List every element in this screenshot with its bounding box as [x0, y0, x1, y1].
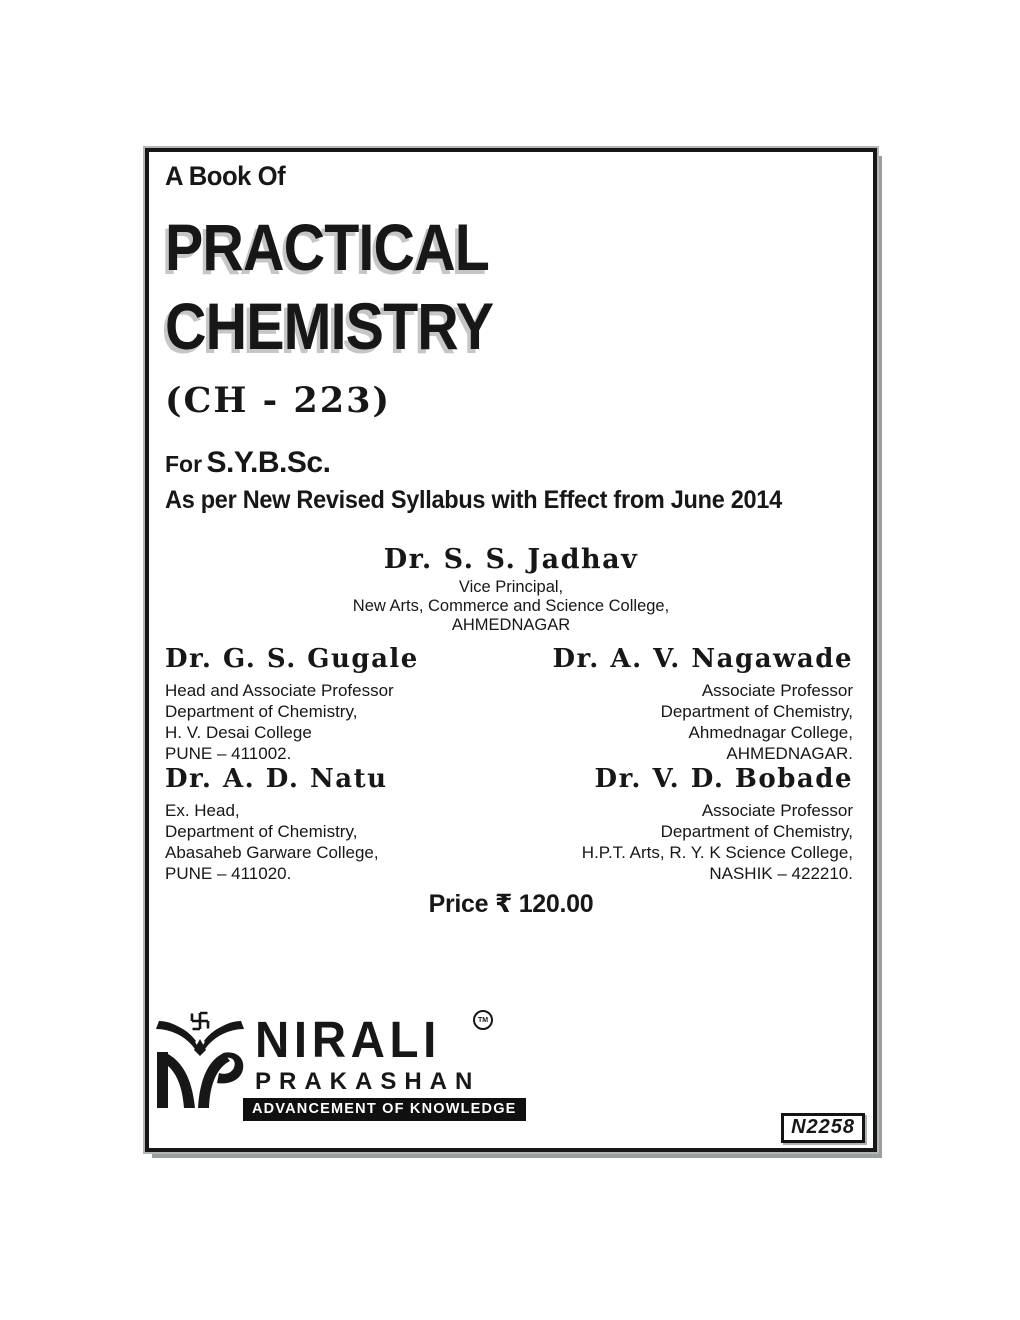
- author-line: PUNE – 411020.: [165, 864, 292, 883]
- author-line: Associate Professor: [701, 801, 853, 820]
- rupee-symbol-icon: ₹: [494, 889, 513, 918]
- course-code: (CH - 223): [165, 380, 392, 421]
- chief-author-name: Dr. S. S. Jadhav: [383, 544, 639, 575]
- catalog-code-badge: N2258: [781, 1113, 865, 1143]
- publisher-subname: PRAKASHAN: [255, 1068, 481, 1095]
- author-block-nagawade: [552, 644, 855, 764]
- author-line: Associate Professor: [701, 681, 853, 700]
- publisher-wordmark: [252, 1010, 526, 1121]
- book-title-line2: CHEMISTRY: [165, 289, 494, 363]
- author-line: Department of Chemistry,: [165, 822, 358, 841]
- author-block-bobade: [582, 764, 855, 884]
- author-line: Department of Chemistry,: [660, 702, 853, 721]
- price-label: Price: [428, 890, 489, 918]
- swastika-icon: [192, 1013, 208, 1029]
- author-name: Dr. A. D. Natu: [165, 764, 388, 794]
- price-amount: 120.00: [518, 890, 594, 918]
- author-name: Dr. V. D. Bobade: [594, 764, 853, 794]
- author-line: Ex. Head,: [165, 801, 240, 820]
- author-line: Abasaheb Garware College,: [165, 843, 379, 862]
- author-line: PUNE – 411002.: [165, 744, 292, 763]
- publisher-name: NIRALI: [255, 1011, 441, 1068]
- author-name: Dr. G. S. Gugale: [165, 644, 419, 674]
- author-row-2: [165, 764, 855, 884]
- np-monogram-icon: [157, 1052, 243, 1108]
- author-line: Department of Chemistry,: [165, 702, 358, 721]
- author-block-natu: [165, 764, 388, 884]
- chief-author-line: Vice Principal,: [458, 578, 564, 596]
- publisher-slogan: ADVANCEMENT OF KNOWLEDGE: [243, 1098, 526, 1121]
- nirali-logo-icon: [153, 1010, 247, 1110]
- cover-page-frame: [145, 148, 877, 1152]
- trademark-icon: TM: [473, 1010, 493, 1030]
- author-row-1: [165, 644, 855, 764]
- book-title-line1: PRACTICAL: [165, 210, 489, 284]
- author-line: NASHIK – 422210.: [709, 864, 853, 883]
- chief-author-details: [149, 578, 873, 635]
- audience-course: S.Y.B.Sc.: [206, 446, 331, 479]
- author-line: AHMEDNAGAR.: [726, 744, 853, 763]
- author-line: Head and Associate Professor: [165, 681, 394, 700]
- chief-author-block: [149, 544, 873, 635]
- syllabus-note: As per New Revised Syllabus with Effect from June 2014: [165, 486, 782, 514]
- audience-prefix: For: [165, 451, 203, 477]
- chief-author-line: New Arts, Commerce and Science College,: [352, 597, 670, 615]
- author-line: Ahmednagar College,: [688, 723, 853, 742]
- publisher-logo: [153, 1010, 526, 1121]
- audience-line: [165, 446, 330, 480]
- author-name: Dr. A. V. Nagawade: [552, 644, 853, 674]
- price-line: [149, 889, 873, 919]
- author-line: H.P.T. Arts, R. Y. K Science College,: [581, 843, 853, 862]
- author-block-gugale: [165, 644, 419, 764]
- author-line: H. V. Desai College: [165, 723, 312, 742]
- author-line: Department of Chemistry,: [660, 822, 853, 841]
- chief-author-line: AHMEDNAGAR: [451, 616, 571, 634]
- book-tagline: A Book Of: [165, 161, 286, 191]
